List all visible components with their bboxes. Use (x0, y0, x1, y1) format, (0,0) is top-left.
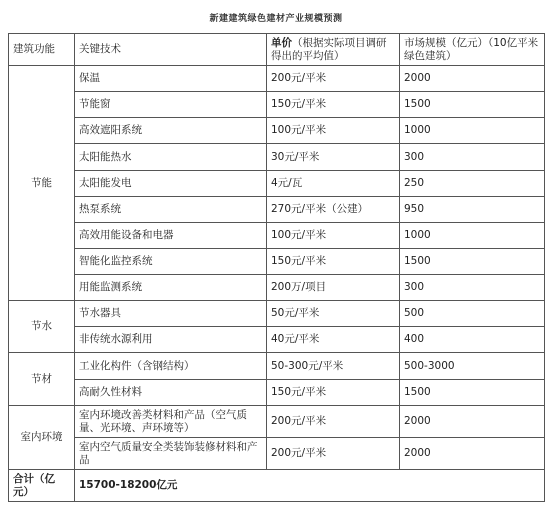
header-price-note: （根据实际项目调研得出的平均值） (271, 36, 387, 62)
table-row (9, 118, 545, 144)
market-cell: 300 (400, 144, 545, 171)
header-price (267, 34, 400, 66)
table-row (9, 92, 545, 118)
table-title: 新建建筑绿色建材产业规模预测 (209, 14, 343, 24)
price-cell: 200元/平米 (267, 406, 400, 438)
price-cell: 150元/平米 (267, 249, 400, 275)
market-cell: 1500 (400, 249, 545, 275)
technology-cell: 高耐久性材料 (75, 380, 267, 406)
price-cell: 150元/平米 (267, 92, 400, 118)
price-cell: 50-300元/平米 (267, 353, 400, 380)
total-value: 15700-18200亿元 (75, 470, 545, 502)
market-cell: 950 (400, 197, 545, 223)
technology-cell: 用能监测系统 (75, 275, 267, 301)
header-technology: 关键技术 (75, 34, 267, 66)
market-cell: 300 (400, 275, 545, 301)
market-cell: 1000 (400, 118, 545, 144)
table-row (9, 66, 545, 92)
table-row (9, 353, 545, 380)
table-row (9, 380, 545, 406)
table-row (9, 171, 545, 197)
technology-cell: 太阳能热水 (75, 144, 267, 171)
table-row (9, 438, 545, 470)
price-cell: 100元/平米 (267, 118, 400, 144)
market-cell: 400 (400, 327, 545, 353)
technology-cell: 工业化构件（含钢结构） (75, 353, 267, 380)
price-cell: 150元/平米 (267, 380, 400, 406)
market-cell: 500 (400, 301, 545, 327)
technology-cell: 热泵系统 (75, 197, 267, 223)
market-cell: 250 (400, 171, 545, 197)
table-row (9, 301, 545, 327)
price-cell: 4元/瓦 (267, 171, 400, 197)
technology-cell: 高效遮阳系统 (75, 118, 267, 144)
table-row (9, 223, 545, 249)
function-cell: 节材 (9, 353, 75, 406)
total-row (9, 470, 545, 502)
technology-cell: 高效用能设备和电器 (75, 223, 267, 249)
market-cell: 2000 (400, 66, 545, 92)
total-label: 合计（亿元） (9, 470, 75, 502)
market-cell: 1000 (400, 223, 545, 249)
market-cell: 2000 (400, 438, 545, 470)
market-cell: 1500 (400, 380, 545, 406)
market-cell: 500-3000 (400, 353, 545, 380)
price-cell: 30元/平米 (267, 144, 400, 171)
price-cell: 40元/平米 (267, 327, 400, 353)
technology-cell: 太阳能发电 (75, 171, 267, 197)
market-cell: 1500 (400, 92, 545, 118)
technology-cell: 室内环境改善类材料和产品（空气质量、光环境、声环境等） (75, 406, 267, 438)
technology-cell: 节水器具 (75, 301, 267, 327)
header-market: 市场规模（亿元）（10亿平米绿色建筑） (400, 34, 545, 66)
table-row (9, 275, 545, 301)
table-row (9, 406, 545, 438)
price-cell: 50元/平米 (267, 301, 400, 327)
header-price-bold: 单价 (271, 36, 292, 49)
header-row (9, 34, 545, 66)
table-row (9, 197, 545, 223)
price-cell: 200元/平米 (267, 66, 400, 92)
technology-cell: 节能窗 (75, 92, 267, 118)
function-cell: 节水 (9, 301, 75, 353)
price-cell: 200万/项目 (267, 275, 400, 301)
header-function: 建筑功能 (9, 34, 75, 66)
market-scale-table (8, 33, 545, 502)
price-cell: 270元/平米（公建） (267, 197, 400, 223)
market-cell: 2000 (400, 406, 545, 438)
table-row (9, 327, 545, 353)
table-row (9, 249, 545, 275)
technology-cell: 智能化监控系统 (75, 249, 267, 275)
price-cell: 100元/平米 (267, 223, 400, 249)
function-cell: 节能 (9, 66, 75, 301)
technology-cell: 保温 (75, 66, 267, 92)
technology-cell: 非传统水源利用 (75, 327, 267, 353)
price-cell: 200元/平米 (267, 438, 400, 470)
table-row (9, 144, 545, 171)
function-cell: 室内环境 (9, 406, 75, 470)
technology-cell: 室内空气质量安全类装饰装修材料和产品 (75, 438, 267, 470)
